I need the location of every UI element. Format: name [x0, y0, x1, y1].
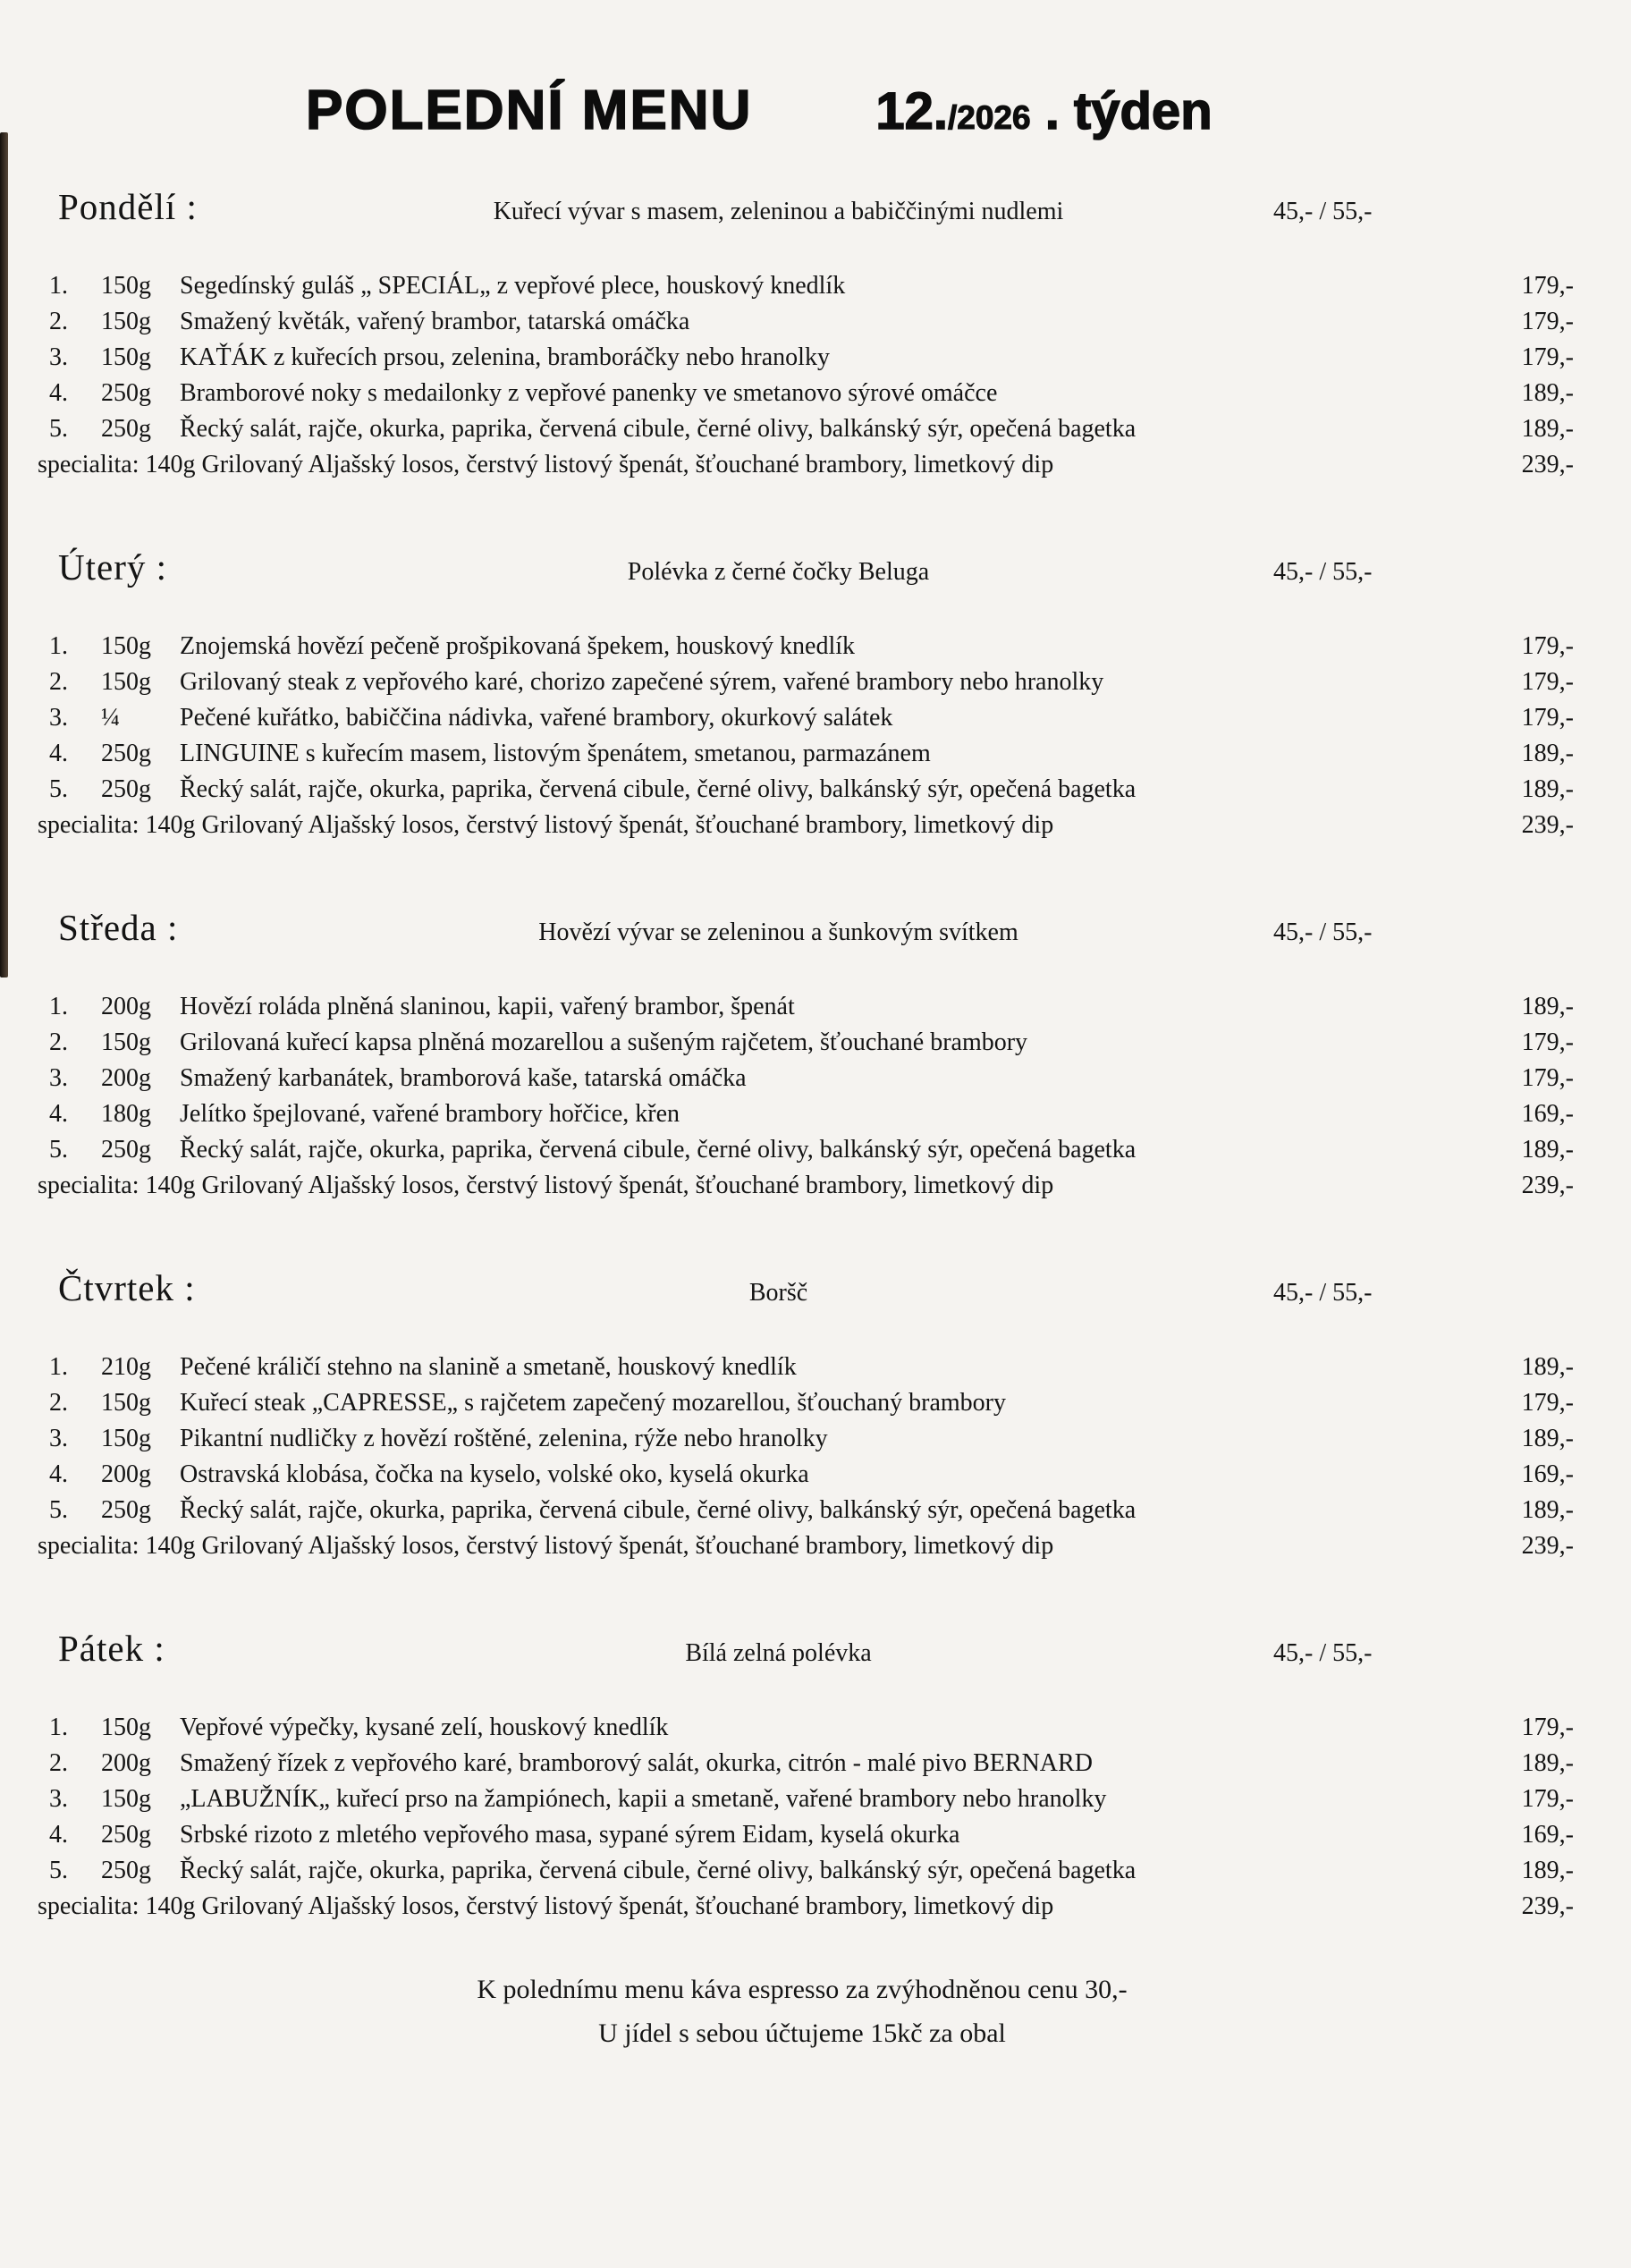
- item-price: 179,-: [1521, 1028, 1574, 1056]
- item-price: 169,-: [1521, 1460, 1574, 1488]
- menu-item-row: [0, 1746, 1631, 1781]
- item-description: Bramborové noky s medailonky z vepřové panenky ve smetanovo sýrové omáčce: [180, 379, 998, 407]
- day-name: Pátek :: [58, 1628, 165, 1669]
- item-description: Hovězí roláda plněná slaninou, kapii, vařený brambor, špenát: [180, 993, 795, 1020]
- item-weight: 250g: [101, 1136, 151, 1164]
- scan-edge-artifact: [0, 132, 8, 977]
- week-word: . týden: [1030, 82, 1213, 140]
- item-price: 179,-: [1521, 1714, 1574, 1741]
- item-weight: 150g: [101, 1028, 151, 1056]
- menu-item-row: [0, 1132, 1631, 1168]
- menu-item-row: [0, 1493, 1631, 1528]
- soup-name: Hovězí vývar se zeleninou a šunkovým svítkem: [538, 918, 1018, 946]
- item-number: 5.: [49, 775, 68, 803]
- day-name: Pondělí :: [58, 186, 198, 227]
- item-weight: 150g: [101, 343, 151, 371]
- item-price: 179,-: [1521, 1389, 1574, 1417]
- item-weight: 200g: [101, 1064, 151, 1092]
- item-weight: 180g: [101, 1100, 151, 1128]
- item-number: 1.: [49, 1714, 68, 1741]
- footer-notes: [0, 1968, 1631, 2055]
- item-number: 4.: [49, 740, 68, 767]
- item-description: Pečené kuřátko, babiččina nádivka, vařené brambory, okurkový salátek: [180, 704, 893, 732]
- item-weight: 210g: [101, 1353, 151, 1381]
- soup-name: Kuřecí vývar s masem, zeleninou a babiččinými nudlemi: [493, 198, 1064, 225]
- item-description: Ostravská klobása, čočka na kyselo, volské oko, kyselá okurka: [180, 1460, 809, 1488]
- item-description: Vepřové výpečky, kysané zelí, houskový knedlík: [180, 1714, 669, 1741]
- special-description: specialita: 140g Grilovaný Aljašský losos, čerstvý listový špenát, šťouchané brambory, limetkový dip: [38, 1532, 1054, 1560]
- special-description: specialita: 140g Grilovaný Aljašský losos, čerstvý listový špenát, šťouchané brambory, limetkový dip: [38, 1172, 1054, 1199]
- item-price: 189,-: [1521, 1136, 1574, 1164]
- item-description: Smažený květák, vařený brambor, tatarská omáčka: [180, 308, 690, 335]
- item-price: 179,-: [1521, 343, 1574, 371]
- special-description: specialita: 140g Grilovaný Aljašský losos, čerstvý listový špenát, šťouchané brambory, limetkový dip: [38, 1892, 1054, 1920]
- menu-header: [306, 0, 1631, 142]
- item-description: Řecký salát, rajče, okurka, paprika, červená cibule, černé olivy, balkánský sýr, opečená bagetka: [180, 775, 1137, 803]
- menu-item-row: [0, 700, 1631, 736]
- soup-price: 45,- / 55,-: [1273, 918, 1373, 946]
- item-description: Segedínský guláš „ SPECIÁL„ z vepřové plece, houskový knedlík: [180, 272, 846, 300]
- day-section: [0, 185, 1631, 483]
- item-number: 5.: [49, 1857, 68, 1884]
- item-price: 189,-: [1521, 1496, 1574, 1524]
- item-price: 169,-: [1521, 1821, 1574, 1849]
- item-weight: 150g: [101, 1714, 151, 1741]
- menu-item-row: [0, 340, 1631, 376]
- item-number: 4.: [49, 1460, 68, 1488]
- item-weight: 250g: [101, 1496, 151, 1524]
- special-row: [0, 447, 1631, 483]
- special-price: 239,-: [1521, 1172, 1574, 1199]
- item-price: 189,-: [1521, 1857, 1574, 1884]
- soup-price: 45,- / 55,-: [1273, 1639, 1373, 1667]
- menu-item-row: [0, 411, 1631, 447]
- item-number: 2.: [49, 1028, 68, 1056]
- page-title: POLEDNÍ MENU: [306, 80, 753, 141]
- special-row: [0, 808, 1631, 843]
- item-number: 5.: [49, 1136, 68, 1164]
- day-section: [0, 906, 1631, 1204]
- item-weight: 150g: [101, 668, 151, 696]
- item-description: Smažený karbanátek, bramborová kaše, tatarská omáčka: [180, 1064, 747, 1092]
- item-weight: 250g: [101, 740, 151, 767]
- special-description: specialita: 140g Grilovaný Aljašský losos, čerstvý listový špenát, šťouchané brambory, limetkový dip: [38, 451, 1054, 478]
- menu-item-row: [0, 1350, 1631, 1385]
- item-price: 179,-: [1521, 632, 1574, 660]
- item-weight: 150g: [101, 272, 151, 300]
- item-price: 189,-: [1521, 740, 1574, 767]
- item-price: 189,-: [1521, 775, 1574, 803]
- item-number: 1.: [49, 272, 68, 300]
- day-name: Úterý :: [58, 546, 167, 588]
- menu-item-row: [0, 1061, 1631, 1096]
- item-number: 3.: [49, 1425, 68, 1452]
- item-description: Řecký salát, rajče, okurka, paprika, červená cibule, černé olivy, balkánský sýr, opečená bagetka: [180, 415, 1137, 443]
- day-name: Čtvrtek :: [58, 1267, 196, 1308]
- item-description: Znojemská hovězí pečeně prošpikovaná špekem, houskový knedlík: [180, 632, 856, 660]
- item-weight: 150g: [101, 1785, 151, 1813]
- item-number: 3.: [49, 1785, 68, 1813]
- item-description: Kuřecí steak „CAPRESSE„ s rajčetem zapečený mozarellou, šťouchaný brambory: [180, 1389, 1006, 1417]
- menu-item-row: [0, 1457, 1631, 1493]
- day-section: [0, 1627, 1631, 1925]
- menu-item-row: [0, 1096, 1631, 1132]
- item-description: Řecký salát, rajče, okurka, paprika, červená cibule, černé olivy, balkánský sýr, opečená bagetka: [180, 1857, 1137, 1884]
- item-description: Řecký salát, rajče, okurka, paprika, červená cibule, černé olivy, balkánský sýr, opečená bagetka: [180, 1136, 1137, 1164]
- item-description: Srbské rizoto z mletého vepřového masa, sypané sýrem Eidam, kyselá okurka: [180, 1821, 960, 1849]
- soup-name: Polévka z černé čočky Beluga: [627, 558, 930, 586]
- special-row: [0, 1528, 1631, 1564]
- item-weight: 250g: [101, 379, 151, 407]
- menu-item-row: [0, 1781, 1631, 1817]
- item-weight: ¼: [101, 704, 120, 732]
- week-year: /2026: [948, 99, 1031, 136]
- menu-days: [0, 185, 1631, 1925]
- item-price: 179,-: [1521, 1785, 1574, 1813]
- item-price: 179,-: [1521, 1064, 1574, 1092]
- footer-note-espresso: K polednímu menu káva espresso za zvýhodněnou cenu 30,-: [477, 1975, 1128, 2004]
- menu-item-row: [0, 1853, 1631, 1889]
- item-price: 189,-: [1521, 1749, 1574, 1777]
- item-price: 179,-: [1521, 668, 1574, 696]
- item-price: 189,-: [1521, 1353, 1574, 1381]
- soup-name: Boršč: [748, 1279, 808, 1307]
- item-number: 5.: [49, 1496, 68, 1524]
- day-header-row: [0, 185, 1631, 228]
- item-description: Řecký salát, rajče, okurka, paprika, červená cibule, černé olivy, balkánský sýr, opečená bagetka: [180, 1496, 1137, 1524]
- item-weight: 200g: [101, 993, 151, 1020]
- menu-item-row: [0, 268, 1631, 304]
- special-price: 239,-: [1521, 811, 1574, 839]
- item-price: 189,-: [1521, 993, 1574, 1020]
- day-header-row: [0, 546, 1631, 588]
- item-number: 1.: [49, 993, 68, 1020]
- item-price: 189,-: [1521, 415, 1574, 443]
- item-description: „LABUŽNÍK„ kuřecí prso na žampiónech, kapii a smetaně, vařené brambory nebo hranolky: [180, 1785, 1107, 1813]
- item-description: Grilovaný steak z vepřového karé, chorizo zapečené sýrem, vařené brambory nebo hranolky: [180, 668, 1104, 696]
- soup-price: 45,- / 55,-: [1273, 1279, 1373, 1307]
- special-row: [0, 1168, 1631, 1204]
- menu-item-row: [0, 989, 1631, 1025]
- day-section: [0, 1266, 1631, 1564]
- menu-item-row: [0, 1710, 1631, 1746]
- item-number: 3.: [49, 343, 68, 371]
- day-items: [0, 1350, 1631, 1528]
- day-section: [0, 546, 1631, 843]
- item-number: 3.: [49, 704, 68, 732]
- item-weight: 250g: [101, 1821, 151, 1849]
- item-weight: 200g: [101, 1460, 151, 1488]
- soup-price: 45,- / 55,-: [1273, 198, 1373, 225]
- item-number: 2.: [49, 668, 68, 696]
- menu-item-row: [0, 1421, 1631, 1457]
- day-header-row: [0, 1266, 1631, 1309]
- item-description: Smažený řízek z vepřového karé, bramborový salát, okurka, citrón - malé pivo BERNARD: [180, 1749, 1093, 1777]
- day-items: [0, 989, 1631, 1168]
- item-weight: 200g: [101, 1749, 151, 1777]
- day-items: [0, 629, 1631, 808]
- item-number: 4.: [49, 1821, 68, 1849]
- item-price: 179,-: [1521, 308, 1574, 335]
- special-row: [0, 1889, 1631, 1925]
- special-price: 239,-: [1521, 1892, 1574, 1920]
- menu-item-row: [0, 376, 1631, 411]
- item-price: 189,-: [1521, 379, 1574, 407]
- item-price: 179,-: [1521, 704, 1574, 732]
- item-description: LINGUINE s kuřecím masem, listovým špenátem, smetanou, parmazánem: [180, 740, 931, 767]
- item-number: 2.: [49, 1749, 68, 1777]
- menu-item-row: [0, 1385, 1631, 1421]
- item-weight: 150g: [101, 308, 151, 335]
- day-header-row: [0, 1627, 1631, 1670]
- item-number: 2.: [49, 308, 68, 335]
- item-number: 5.: [49, 415, 68, 443]
- item-price: 189,-: [1521, 1425, 1574, 1452]
- soup-name: Bílá zelná polévka: [685, 1639, 872, 1667]
- menu-item-row: [0, 736, 1631, 772]
- day-header-row: [0, 906, 1631, 949]
- footer-note-takeaway: U jídel s sebou účtujeme 15kč za obal: [598, 2018, 1006, 2048]
- item-weight: 250g: [101, 415, 151, 443]
- item-price: 169,-: [1521, 1100, 1574, 1128]
- menu-item-row: [0, 772, 1631, 808]
- item-weight: 150g: [101, 632, 151, 660]
- item-description: Pečené králičí stehno na slanině a smetaně, houskový knedlík: [180, 1353, 797, 1381]
- item-weight: 250g: [101, 1857, 151, 1884]
- soup-price: 45,- / 55,-: [1273, 558, 1373, 586]
- day-items: [0, 268, 1631, 447]
- special-price: 239,-: [1521, 1532, 1574, 1560]
- item-weight: 250g: [101, 775, 151, 803]
- item-number: 3.: [49, 1064, 68, 1092]
- day-items: [0, 1710, 1631, 1889]
- menu-item-row: [0, 1817, 1631, 1853]
- item-description: Jelítko špejlované, vařené brambory hořčice, křen: [180, 1100, 680, 1128]
- week-number: 12.: [875, 82, 948, 140]
- item-description: Grilovaná kuřecí kapsa plněná mozarellou a sušeným rajčetem, šťouchané brambory: [180, 1028, 1028, 1056]
- item-description: KAŤÁK z kuřecích prsou, zelenina, bramboráčky nebo hranolky: [180, 343, 830, 371]
- menu-item-row: [0, 664, 1631, 700]
- item-weight: 150g: [101, 1389, 151, 1417]
- item-number: 1.: [49, 632, 68, 660]
- item-price: 179,-: [1521, 272, 1574, 300]
- week-label: [875, 81, 1212, 141]
- special-description: specialita: 140g Grilovaný Aljašský losos, čerstvý listový špenát, šťouchané brambory, limetkový dip: [38, 811, 1054, 839]
- special-price: 239,-: [1521, 451, 1574, 478]
- item-number: 2.: [49, 1389, 68, 1417]
- item-number: 4.: [49, 1100, 68, 1128]
- item-description: Pikantní nudličky z hovězí roštěné, zelenina, rýže nebo hranolky: [180, 1425, 828, 1452]
- menu-item-row: [0, 629, 1631, 664]
- menu-item-row: [0, 304, 1631, 340]
- item-weight: 150g: [101, 1425, 151, 1452]
- item-number: 1.: [49, 1353, 68, 1381]
- item-number: 4.: [49, 379, 68, 407]
- day-name: Středa :: [58, 907, 179, 948]
- menu-item-row: [0, 1025, 1631, 1061]
